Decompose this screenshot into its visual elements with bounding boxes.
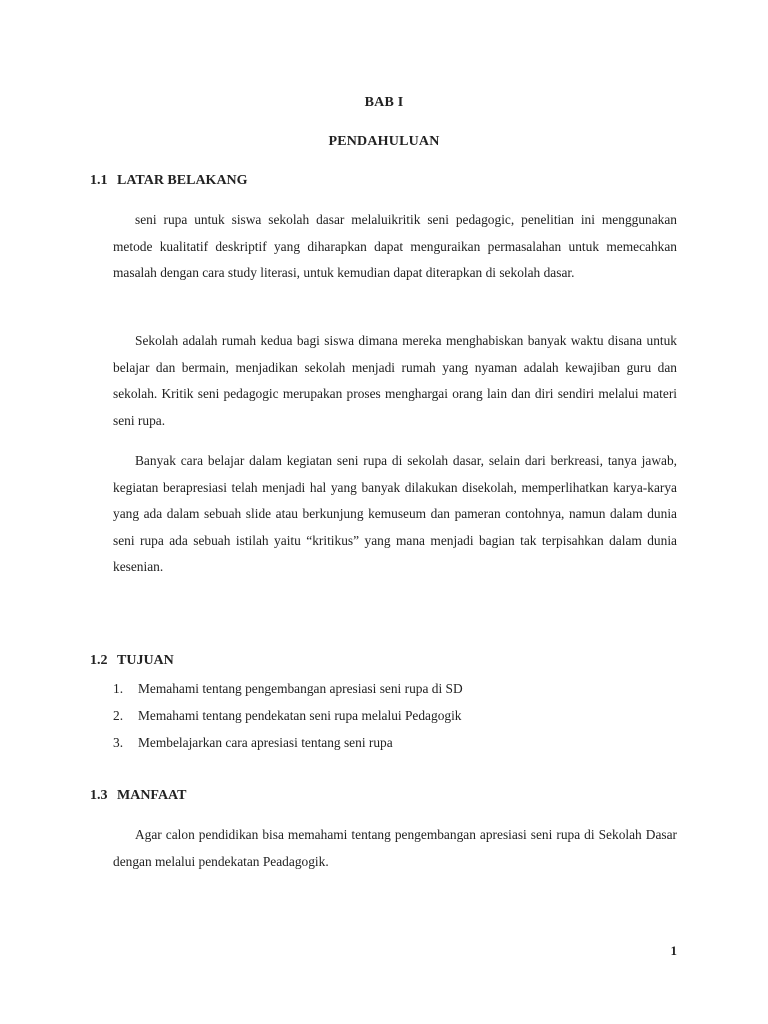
paragraph-manfaat-1: Agar calon pendidikan bisa memahami tentang pengembangan apresiasi seni rupa di Sekolah Dasar dengan melalui pendekatan Peadagogik. [113, 827, 677, 869]
section-number: 1.3 [90, 788, 108, 803]
list-item-text: Membelajarkan cara apresiasi tentang seni rupa [138, 735, 393, 750]
list-item-number: 3. [113, 735, 124, 750]
section-heading-latar-belakang [90, 173, 248, 189]
page-number: 1 [670, 943, 677, 958]
list-item-text: Memahami tentang pendekatan seni rupa melalui Pedagogik [138, 708, 462, 723]
section-heading-tujuan [90, 653, 174, 669]
chapter-title: PENDAHULUAN [328, 134, 440, 149]
section-number: 1.1 [90, 173, 108, 188]
list-item [113, 729, 677, 756]
section-title: TUJUAN [117, 653, 174, 668]
paragraph-latar-belakang-3: Banyak cara belajar dalam kegiatan seni rupa di sekolah dasar, selain dari berkreasi, tanya jawab, kegiatan berapresiasi telah menjadi hal yang banyak dilakukan disekolah, memperlihatkan karya-karya yang ada dalam sebuah slide atau berkunjung kemuseum dan pameran contohnya, namun dalam dunia seni rupa ada sebuah istilah yaitu “kritikus” yang mana menjadi bagian tak terpisahkan dalam dunia kesenian. [113, 453, 677, 574]
list-item [113, 675, 677, 702]
section-title: LATAR BELAKANG [117, 173, 248, 188]
tujuan-list [113, 675, 677, 756]
chapter-label: BAB I [364, 95, 404, 110]
list-item-number: 1. [113, 681, 124, 696]
list-item [113, 702, 677, 729]
section-heading-manfaat [90, 788, 186, 804]
list-item-number: 2. [113, 708, 124, 723]
section-number: 1.2 [90, 653, 108, 668]
section-title: MANFAAT [117, 788, 187, 803]
list-item-text: Memahami tentang pengembangan apresiasi seni rupa di SD [138, 681, 463, 696]
paragraph-latar-belakang-2: Sekolah adalah rumah kedua bagi siswa dimana mereka menghabiskan banyak waktu disana untuk belajar dan bermain, menjadikan sekolah menjadi rumah yang nyaman adalah kewajiban guru dan sekolah. Kritik seni pedagogic merupakan proses menghargai orang lain dan diri sendiri melalui materi seni rupa. [113, 333, 677, 428]
paragraph-latar-belakang-1: seni rupa untuk siswa sekolah dasar melaluikritik seni pedagogic, penelitian ini menggunakan metode kualitatif deskriptif yang diharapkan dapat menguraikan permasalahan untuk memecahkan masalah dengan cara study literasi, untuk kemudian dapat diterapkan di sekolah dasar. [113, 212, 677, 280]
